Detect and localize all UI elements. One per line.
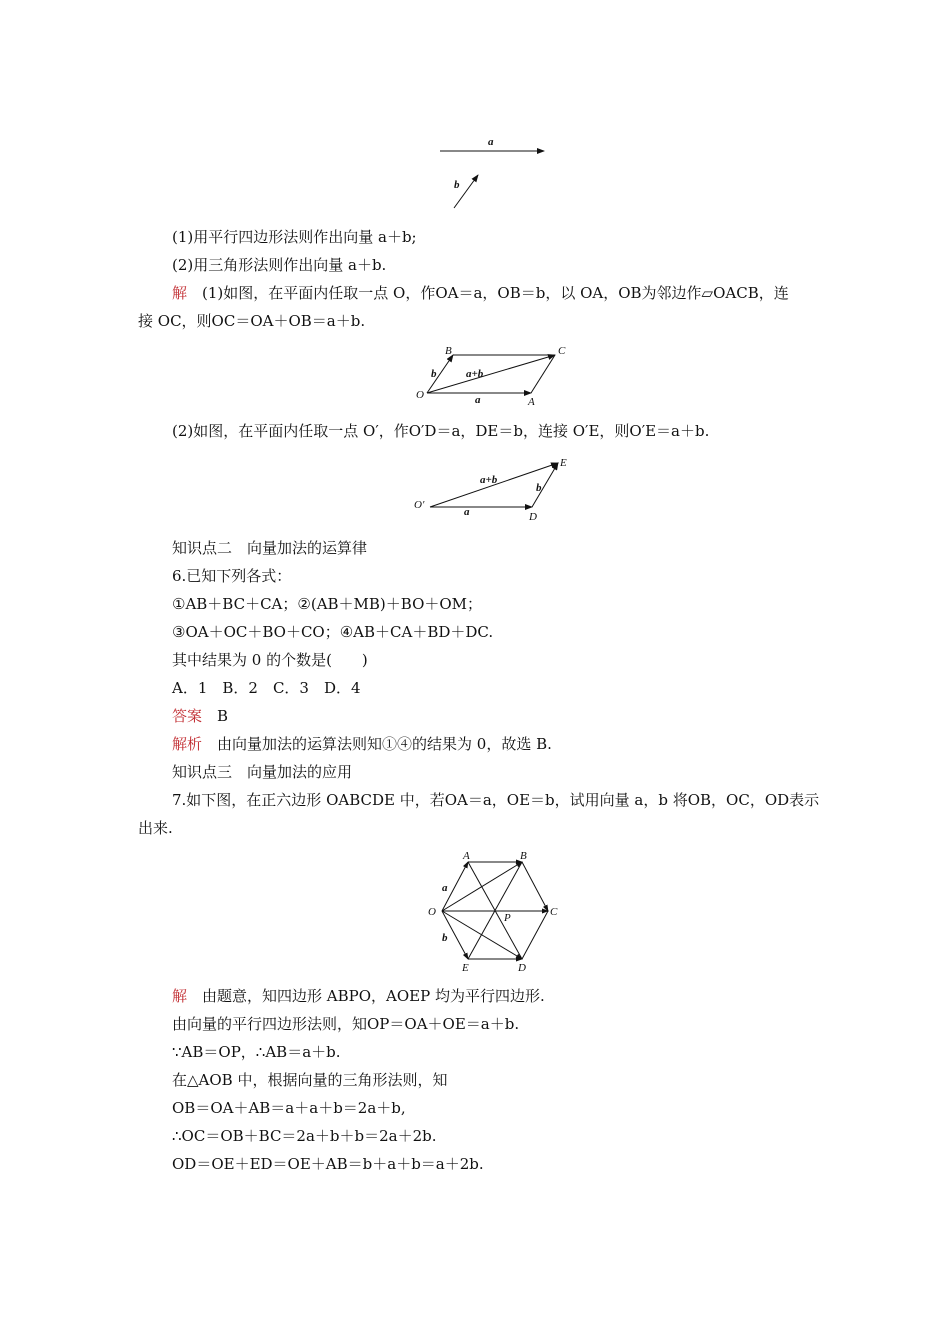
label-b: b xyxy=(431,368,437,380)
label-a: a xyxy=(475,394,481,406)
label-A: A xyxy=(528,396,535,408)
question-6-expr-2: ③OA＋OC＋BO＋CO；④AB＋CA＋BD＋DC. xyxy=(172,623,494,641)
label-A: A xyxy=(463,850,470,862)
solution-3-line-1 xyxy=(172,986,545,1006)
label-D: D xyxy=(518,962,526,973)
label-O: O xyxy=(416,389,424,401)
label-P: P xyxy=(504,912,511,924)
solution-1-text: (1)如图，在平面内任取一点 O，作OA＝a，OB＝b，以 OA，OB为邻边作▱OACB，连 xyxy=(202,284,789,302)
figure-triangle xyxy=(408,451,580,527)
section-2-title: 知识点二 向量加法的运算律 xyxy=(172,539,368,557)
figure-parallelogram xyxy=(405,341,580,409)
question-6-analysis xyxy=(172,734,552,754)
solution-3-line-2: 由向量的平行四边形法则，知OP＝OA＋OE＝a＋b. xyxy=(172,1015,520,1033)
analysis-label: 解析 xyxy=(172,735,203,753)
label-B: B xyxy=(520,850,527,862)
question-6-answer xyxy=(172,706,228,726)
figure-hexagon xyxy=(420,845,565,973)
solution-3-line-4: 在△AOB 中，根据向量的三角形法则，知 xyxy=(172,1071,448,1089)
label-a-plus-b: a+b xyxy=(466,368,484,380)
solution-3-text: 由题意，知四边形 ABPO，AOEP 均为平行四边形. xyxy=(202,987,545,1005)
question-7-line-1: 7.如下图，在正六边形 OABCDE 中，若OA＝a，OE＝b，试用向量 a，b 将OB，OC，OD表示 xyxy=(172,791,820,809)
section-3-title: 知识点三 向量加法的应用 xyxy=(172,763,353,781)
label-a: a xyxy=(442,882,448,894)
label-O: O xyxy=(428,906,436,918)
label-C: C xyxy=(558,345,566,357)
question-6-ask: 其中结果为 0 的个数是( ) xyxy=(172,651,368,669)
vector-oc xyxy=(427,355,555,393)
figure-vectors-a-b xyxy=(432,128,552,220)
problem-part-1: (1)用平行四边形法则作出向量 a＋b; xyxy=(172,228,417,246)
question-7-line-2: 出来. xyxy=(138,819,173,837)
solution-3-line-6: ∴OC＝OB＋BC＝2a＋b＋b＝2a＋2b. xyxy=(172,1127,437,1145)
question-6-stem: 6.已知下列各式： xyxy=(172,567,292,585)
label-a-plus-b: a+b xyxy=(480,474,498,486)
solution-1-line-1 xyxy=(172,283,789,303)
label-b: b xyxy=(536,482,542,494)
question-6-options: A．1 B．2 C．3 D．4 xyxy=(172,679,361,697)
label-O-prime: O′ xyxy=(414,499,425,511)
answer-value: B xyxy=(217,707,229,725)
solution-3-line-5: OB＝OA＋AB＝a＋a＋b＝2a＋b, xyxy=(172,1099,406,1117)
label-a: a xyxy=(488,136,494,148)
analysis-text: 由向量加法的运算法则知①④的结果为 0，故选 B. xyxy=(217,735,552,753)
problem-part-2: (2)用三角形法则作出向量 a＋b. xyxy=(172,256,387,274)
question-6-expr-1: ①AB＋BC＋CA；②(AB＋MB)＋BO＋OM； xyxy=(172,595,483,613)
answer-label: 答案 xyxy=(172,707,203,725)
solution-3-line-7: OD＝OE＋ED＝OE＋AB＝b＋a＋b＝a＋2b. xyxy=(172,1155,484,1173)
solution-label: 解 xyxy=(172,987,188,1005)
label-b: b xyxy=(442,932,448,944)
label-B: B xyxy=(445,345,452,357)
solution-label: 解 xyxy=(172,284,188,302)
label-D: D xyxy=(529,511,537,523)
solution-2-line: (2)如图，在平面内任取一点 O′，作O′D＝a，DE＝b，连接 O′E，则O′E＝a＋b. xyxy=(172,422,710,440)
label-E: E xyxy=(560,457,567,469)
label-b: b xyxy=(454,179,460,191)
label-E: E xyxy=(462,962,469,973)
label-C: C xyxy=(550,906,558,918)
solution-1-line-2: 接 OC，则OC＝OA＋OB＝a＋b. xyxy=(138,312,366,330)
label-a: a xyxy=(464,506,470,518)
solution-3-line-3: ∵AB＝OP，∴AB＝a＋b. xyxy=(172,1043,341,1061)
